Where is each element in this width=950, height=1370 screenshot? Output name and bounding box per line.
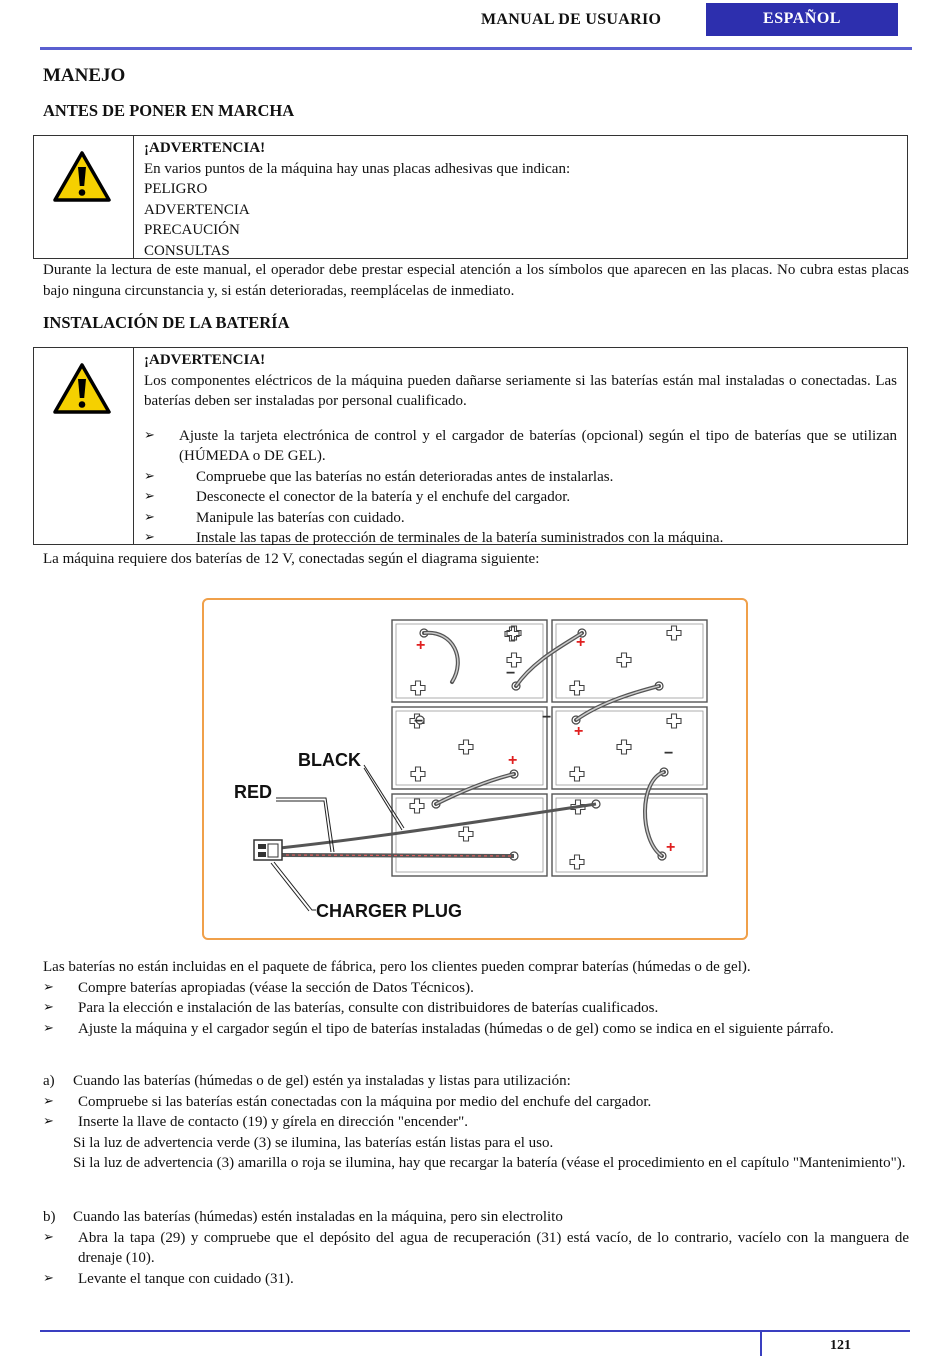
warning-icon-cell xyxy=(34,136,134,258)
plate-item: ADVERTENCIA xyxy=(144,201,250,218)
battery-wiring-diagram xyxy=(202,598,748,940)
black-label: BLACK xyxy=(298,750,361,770)
recharge-note: Si la luz de advertencia (3) amarilla o roja se ilumina, hay que recargar la batería (véase el procedimiento en el capítulo "Mantenimiento"). xyxy=(73,1155,906,1171)
footer-divider xyxy=(40,1330,910,1332)
list-item: ➢ Compre baterías apropiadas (véase la sección de Datos Técnicos). xyxy=(43,978,909,999)
after-diagram-section xyxy=(43,957,909,1039)
footer-separator xyxy=(760,1330,762,1356)
header-divider xyxy=(40,47,912,50)
list-item: ➢ Desconecte el conector de la batería y el enchufe del cargador. xyxy=(144,487,897,508)
warning-title: ¡ADVERTENCIA! xyxy=(144,140,266,156)
section-title: MANEJO xyxy=(43,65,126,86)
warning-icon-cell xyxy=(34,348,134,544)
list-item: ➢ Manipule las baterías con cuidado. xyxy=(144,508,897,529)
plus-sign: + xyxy=(416,637,426,654)
charger-plug-label: CHARGER PLUG xyxy=(316,901,463,921)
list-item: ➢ Para la elección e instalación de las baterías, consulte con distribuidores de baterías cualificados. xyxy=(43,998,909,1019)
warning-box-plates xyxy=(33,135,908,259)
case-a-section xyxy=(43,1071,909,1174)
case-b-section xyxy=(43,1207,909,1289)
warning-text-battery xyxy=(144,350,897,549)
list-item: ➢ Compruebe que las baterías no están deterioradas antes de instalarlas. xyxy=(144,467,897,488)
purchase-list xyxy=(43,978,909,1040)
case-text: Cuando las baterías (húmedas o de gel) estén ya instaladas y listas para utilización: xyxy=(73,1073,571,1089)
plus-sign: + xyxy=(574,723,584,740)
warning-intro: En varios puntos de la máquina hay unas placas adhesivas que indican: xyxy=(144,160,571,177)
minus-sign: − xyxy=(414,713,424,730)
language-badge: ESPAÑOL xyxy=(706,3,898,36)
plus-marks xyxy=(416,634,675,856)
red-label: RED xyxy=(234,782,273,802)
warning-box-battery xyxy=(33,347,908,545)
plus-sign: + xyxy=(508,752,518,769)
list-item: ➢ Compruebe si las baterías están conectadas con la máquina por medio del enchufe del cargador. xyxy=(43,1092,909,1113)
batteries-not-included: Las baterías no están incluidas en el paquete de fábrica, pero los clientes pueden comprar baterías (húmedas o de gel). xyxy=(43,959,751,975)
battery-warning-list xyxy=(144,426,897,549)
plus-sign: + xyxy=(576,634,586,651)
wiring-diagram-svg xyxy=(204,600,746,938)
header-title: MANUAL DE USUARIO xyxy=(481,11,662,28)
diagram-labels xyxy=(234,750,462,921)
before-start-heading: ANTES DE PONER EN MARCHA xyxy=(43,101,295,120)
plates-paragraph: Durante la lectura de este manual, el operador debe prestar especial atención a los símbolos que aparecen en las placas. No cubra estas placas bajo ninguna circunstancia y, si están deterioradas, reemplácelas de inmediato. xyxy=(43,262,909,299)
list-item: ➢ Inserte la llave de contacto (19) y gírela en dirección "encender". xyxy=(43,1112,909,1133)
warning-triangle-icon xyxy=(52,150,112,204)
plate-item: CONSULTAS xyxy=(144,242,230,259)
vent-caps xyxy=(410,626,681,869)
warning-body: Los componentes eléctricos de la máquina pueden dañarse seriamente si las baterías están mal instaladas o conectadas. Las baterías deben ser instaladas por personal cualificado. xyxy=(144,372,897,409)
case-label: b) xyxy=(43,1209,56,1225)
case-label: a) xyxy=(43,1073,55,1089)
green-light-note: Si la luz de advertencia verde (3) se ilumina, las baterías están listas para el uso. xyxy=(73,1134,554,1151)
plus-sign: + xyxy=(666,839,676,856)
minus-sign: − xyxy=(506,665,516,682)
list-item: ➢ Instale las tapas de protección de terminales de la batería suministrados con la máquina. xyxy=(144,528,897,549)
list-item: ➢ Levante el tanque con cuidado (31). xyxy=(43,1269,909,1290)
case-b-list xyxy=(43,1228,909,1290)
battery-cells xyxy=(392,620,707,876)
case-text: Cuando las baterías (húmedas) estén instaladas en la máquina, pero sin electrolito xyxy=(73,1209,563,1225)
warning-text-plates xyxy=(144,138,897,261)
battery-requirement: La máquina requiere dos baterías de 12 V, conectadas según el diagrama siguiente: xyxy=(43,551,540,567)
warning-title: ¡ADVERTENCIA! xyxy=(144,352,266,368)
list-item: ➢ Abra la tapa (29) y compruebe que el depósito del agua de recuperación (31) está vacío, de lo contrario, vacíelo con la manguera de drenaje (10). xyxy=(43,1228,909,1269)
minus-sign: − xyxy=(542,709,552,726)
warning-triangle-icon xyxy=(52,362,112,416)
plate-item: PELIGRO xyxy=(144,181,208,197)
list-item: ➢ Ajuste la máquina y el cargador según el tipo de baterías instaladas (húmedas o de gel) como se indica en el siguiente párrafo. xyxy=(43,1019,909,1040)
leader-lines xyxy=(271,765,404,911)
page-number: 121 xyxy=(830,1338,851,1353)
minus-sign: − xyxy=(664,745,674,762)
list-item: ➢ Ajuste la tarjeta electrónica de control y el cargador de baterías (opcional) según el tipo de baterías que se utilizan (HÚMEDA o DE GEL). xyxy=(144,426,897,467)
battery-heading: INSTALACIÓN DE LA BATERÍA xyxy=(43,313,290,332)
plate-item: PRECAUCIÓN xyxy=(144,222,240,238)
case-a-list xyxy=(43,1092,909,1133)
charger-plug-icon xyxy=(254,840,282,860)
